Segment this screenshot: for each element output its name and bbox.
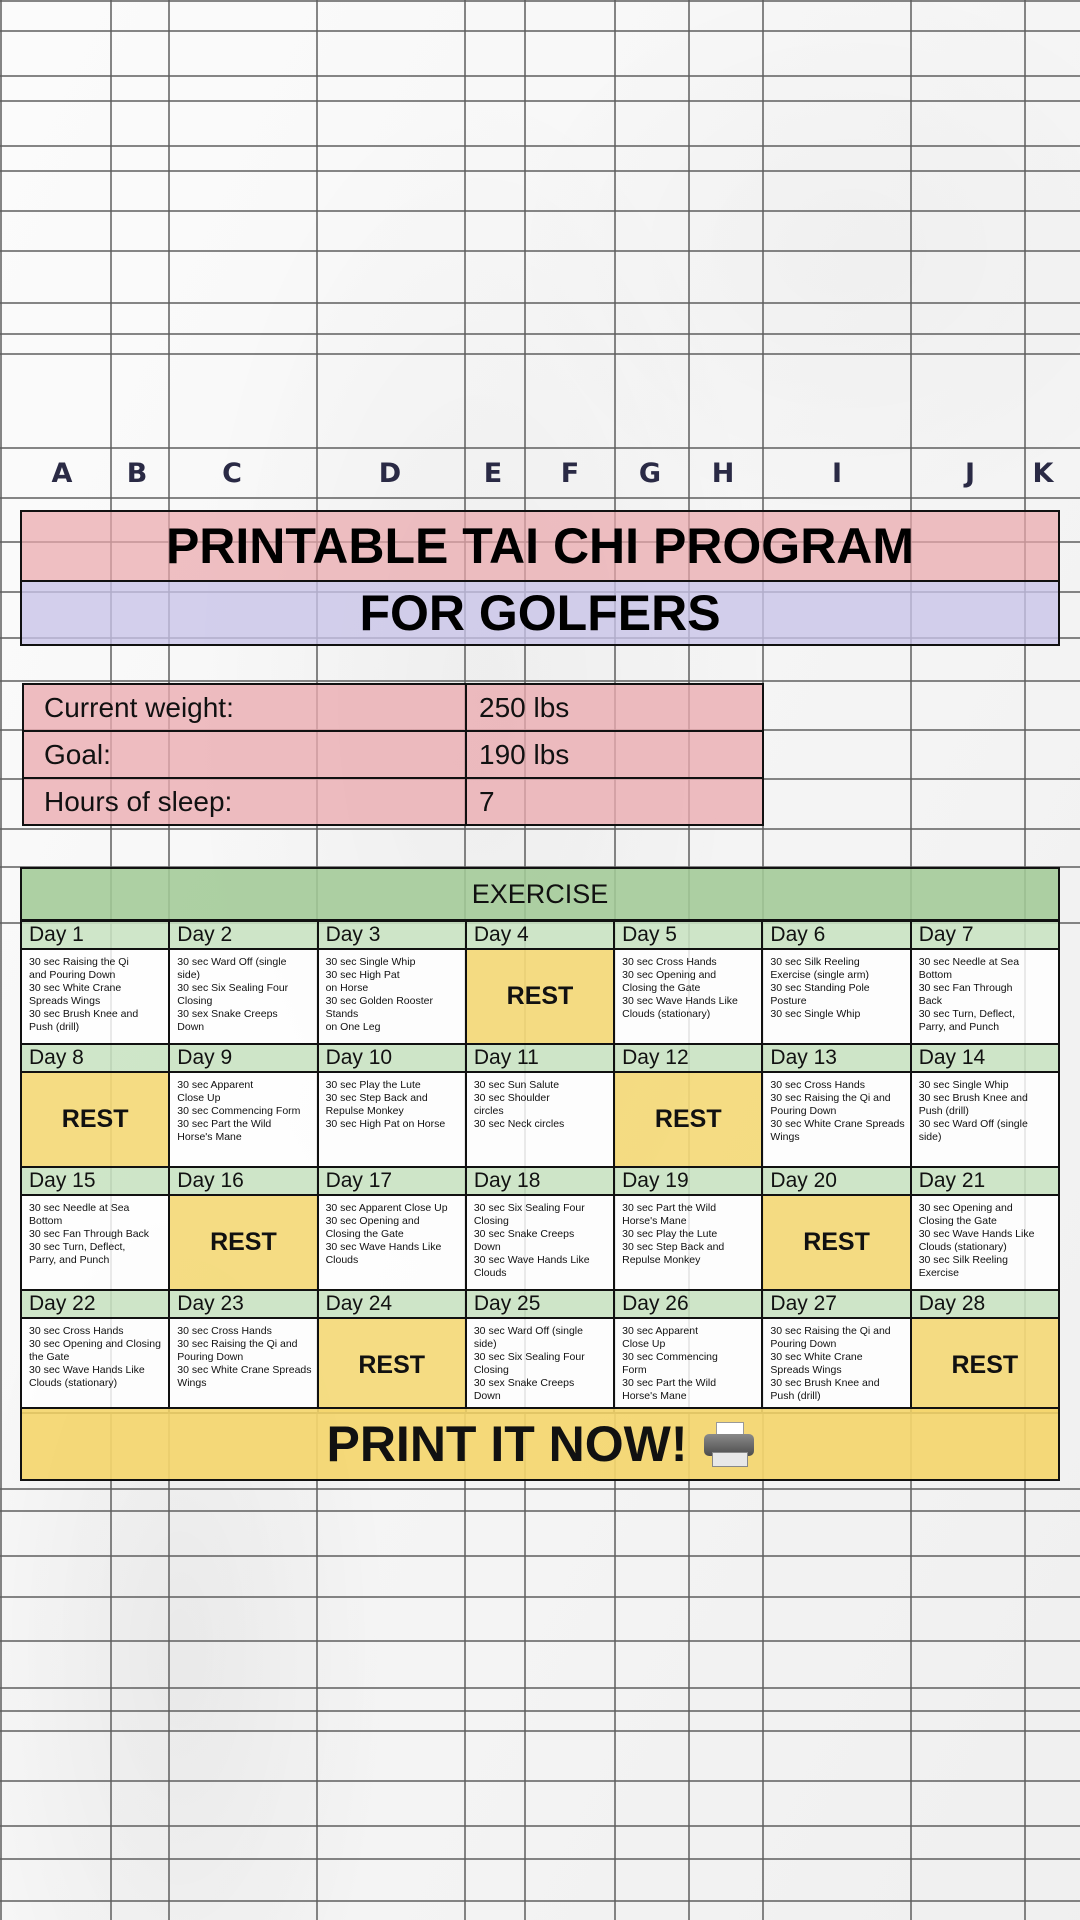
print-banner-label: PRINT IT NOW! [326, 1416, 688, 1472]
week-1-day-labels [21, 921, 1059, 949]
day-label-14: Day 14 [911, 1044, 1059, 1072]
column-header-c[interactable]: C [222, 457, 242, 489]
exercise-line: side) [918, 1131, 942, 1143]
exercise-line: Pouring Down [770, 1105, 837, 1117]
exercise-line: Down [473, 1390, 501, 1402]
rest-day-cell-24[interactable]: REST [318, 1318, 466, 1413]
exercise-line: Spreads Wings [770, 1364, 842, 1376]
exercise-line: 30 sec Six Sealing Four [473, 1351, 585, 1363]
exercise-line: 30 sec Ward Off (single [918, 1118, 1028, 1130]
exercise-line: Closing the Gate [918, 1215, 997, 1227]
column-header-g[interactable]: G [638, 457, 662, 489]
exercise-line: 30 sec High Pat [325, 969, 400, 981]
exercise-line: Horse's Mane [622, 1215, 687, 1227]
exercise-line: 30 sec Apparent Close Up [325, 1202, 448, 1214]
exercise-line: Clouds (stationary) [918, 1241, 1007, 1253]
day-label-28: Day 28 [911, 1290, 1059, 1318]
day-label-3: Day 3 [318, 921, 466, 949]
printer-icon [704, 1422, 754, 1466]
day-label-2: Day 2 [169, 921, 317, 949]
exercise-line: 30 sec Needle at Sea [29, 1202, 130, 1214]
exercise-line: 30 sec Commencing Form [177, 1105, 301, 1117]
exercise-line: Pouring Down [177, 1351, 244, 1363]
exercise-line: Push (drill) [918, 1105, 969, 1117]
exercise-header: EXERCISE [20, 867, 1060, 921]
exercise-line: 30 sec Apparent [622, 1325, 699, 1337]
exercise-line: 30 sec Snake Creeps [473, 1228, 575, 1240]
week-3-exercises [21, 1195, 1059, 1290]
exercise-line: Stands [325, 1008, 359, 1020]
exercise-line: Closing [473, 1364, 509, 1376]
column-header-d[interactable]: D [378, 457, 402, 489]
exercise-line: 30 sec Part the Wild [622, 1377, 717, 1389]
stats-value[interactable]: 190 lbs [466, 731, 763, 778]
exercise-line: Clouds (stationary) [29, 1377, 118, 1389]
exercise-line: 30 sec Ward Off (single [473, 1325, 583, 1337]
exercise-line: 30 sec Ward Off (single [177, 956, 287, 968]
week-3-day-labels [21, 1167, 1059, 1195]
exercise-line: 30 sec Fan Through Back [29, 1228, 150, 1240]
exercise-line: circles [473, 1105, 504, 1117]
exercise-cell-9[interactable] [169, 1072, 317, 1167]
exercise-line: Down [473, 1241, 501, 1253]
exercise-cell-15[interactable] [21, 1195, 169, 1290]
exercise-line: on Horse [325, 982, 369, 994]
week-1-exercises [21, 949, 1059, 1044]
exercise-line: 30 sec High Pat on Horse [325, 1118, 446, 1130]
exercise-line: 30 sec White Crane [770, 1351, 863, 1363]
exercise-line: 30 sec Silk Reeling [770, 956, 860, 968]
exercise-line: Pouring Down [770, 1338, 837, 1350]
exercise-line: Horse's Mane [622, 1390, 687, 1402]
exercise-line: 30 sec Shoulder [473, 1092, 550, 1104]
day-label-15: Day 15 [21, 1167, 169, 1195]
day-label-20: Day 20 [762, 1167, 910, 1195]
exercise-line: 30 sec White Crane Spreads [177, 1364, 312, 1376]
day-label-9: Day 9 [169, 1044, 317, 1072]
exercise-line: 30 sec Turn, Deflect, [29, 1241, 126, 1253]
exercise-cell-1[interactable] [21, 949, 169, 1044]
day-label-27: Day 27 [762, 1290, 910, 1318]
exercise-line: 30 sec Turn, Deflect, [918, 1008, 1015, 1020]
day-label-10: Day 10 [318, 1044, 466, 1072]
exercise-cell-5[interactable] [614, 949, 762, 1044]
stats-row-goal [23, 731, 763, 778]
stats-value[interactable]: 250 lbs [466, 684, 763, 731]
exercise-line: 30 sec Cross Hands [770, 1079, 865, 1091]
exercise-cell-22[interactable] [21, 1318, 169, 1413]
stats-label: Goal: [23, 731, 466, 778]
week-4-exercises [21, 1318, 1059, 1413]
page-title-line-2: FOR GOLFERS [20, 580, 1060, 646]
exercise-line: Closing the Gate [325, 1228, 404, 1240]
exercise-line: 30 sec Step Back and [325, 1092, 428, 1104]
exercise-cell-23[interactable] [169, 1318, 317, 1413]
exercise-line: 30 sec Raising the Qi and [177, 1338, 298, 1350]
day-label-24: Day 24 [318, 1290, 466, 1318]
rest-day-cell-8[interactable]: REST [21, 1072, 169, 1167]
exercise-cell-11[interactable] [466, 1072, 614, 1167]
exercise-line: Horse's Mane [177, 1131, 242, 1143]
exercise-line: on One Leg [325, 1021, 381, 1033]
exercise-cell-14[interactable] [911, 1072, 1059, 1167]
day-label-11: Day 11 [466, 1044, 614, 1072]
exercise-line: Clouds [473, 1267, 507, 1279]
exercise-line: the Gate [29, 1351, 70, 1363]
stats-table [22, 683, 764, 826]
exercise-line: side) [177, 969, 201, 981]
day-label-13: Day 13 [762, 1044, 910, 1072]
exercise-line: 30 sec Six Sealing Four [177, 982, 289, 994]
day-label-23: Day 23 [169, 1290, 317, 1318]
stats-label: Hours of sleep: [23, 778, 466, 825]
day-label-6: Day 6 [762, 921, 910, 949]
exercise-line: Bottom [918, 969, 952, 981]
exercise-line: 30 sex Snake Creeps [177, 1008, 278, 1020]
exercise-line: Posture [770, 995, 807, 1007]
day-label-26: Day 26 [614, 1290, 762, 1318]
exercise-line: 30 sec Cross Hands [29, 1325, 124, 1337]
stats-row-hours-of-sleep [23, 778, 763, 825]
exercise-cell-7[interactable] [911, 949, 1059, 1044]
exercise-line: Spreads Wings [29, 995, 101, 1007]
exercise-cell-26[interactable] [614, 1318, 762, 1413]
exercise-line: 30 sec Cross Hands [622, 956, 717, 968]
column-header-b[interactable]: B [126, 457, 148, 489]
stats-value[interactable]: 7 [466, 778, 763, 825]
exercise-line: Wings [770, 1131, 800, 1143]
exercise-line: 30 sec Apparent [177, 1079, 254, 1091]
exercise-line: 30 sec Needle at Sea [918, 956, 1020, 968]
exercise-line: 30 sec Single Whip [918, 1079, 1009, 1091]
exercise-line: 30 sec Commencing [622, 1351, 718, 1363]
column-header-h[interactable]: H [711, 457, 735, 489]
exercise-line: Bottom [29, 1215, 63, 1227]
exercise-line: Back [918, 995, 943, 1007]
exercise-cell-6[interactable] [762, 949, 910, 1044]
rest-day-cell-12[interactable]: REST [614, 1072, 762, 1167]
exercise-line: Parry, and Punch [918, 1021, 1000, 1033]
exercise-line: 30 sec Neck circles [473, 1118, 565, 1130]
exercise-line: 30 sec Wave Hands Like [325, 1241, 442, 1253]
column-header-e[interactable]: E [483, 457, 503, 489]
rest-day-cell-4[interactable]: REST [466, 949, 614, 1044]
day-label-7: Day 7 [911, 921, 1059, 949]
day-label-21: Day 21 [911, 1167, 1059, 1195]
exercise-line: Close Up [622, 1338, 666, 1350]
exercise-line: Push (drill) [770, 1390, 821, 1402]
exercise-line: 30 sec Play the Lute [325, 1079, 421, 1091]
exercise-line: 30 sec Wave Hands Like [918, 1228, 1035, 1240]
rest-day-cell-28[interactable]: REST [911, 1318, 1059, 1413]
stats-row-current-weight [23, 684, 763, 731]
exercise-line: Push (drill) [29, 1021, 80, 1033]
day-label-12: Day 12 [614, 1044, 762, 1072]
day-label-25: Day 25 [466, 1290, 614, 1318]
exercise-line: 30 sec Play the Lute [622, 1228, 718, 1240]
day-label-17: Day 17 [318, 1167, 466, 1195]
column-header-f[interactable]: F [560, 457, 580, 489]
exercise-cell-13[interactable] [762, 1072, 910, 1167]
exercise-line: 30 sec Raising the Qi and [770, 1092, 891, 1104]
exercise-line: 30 sec Opening and Closing [29, 1338, 161, 1350]
day-label-4: Day 4 [466, 921, 614, 949]
exercise-line: Repulse Monkey [622, 1254, 701, 1266]
column-header-a[interactable]: A [51, 457, 73, 489]
print-it-now-button[interactable] [20, 1407, 1060, 1481]
day-label-8: Day 8 [21, 1044, 169, 1072]
rest-day-cell-16[interactable]: REST [169, 1195, 317, 1290]
exercise-line: Closing [473, 1215, 509, 1227]
exercise-line: Clouds [325, 1254, 359, 1266]
stats-label: Current weight: [23, 684, 466, 731]
exercise-line: 30 sec Raising the Qi and [770, 1325, 891, 1337]
day-label-5: Day 5 [614, 921, 762, 949]
exercise-line: and Pouring Down [29, 969, 116, 981]
exercise-cell-3[interactable] [318, 949, 466, 1044]
exercise-line: 30 sec Single Whip [770, 1008, 861, 1020]
column-header-k[interactable]: K [1032, 457, 1054, 489]
exercise-line: Exercise [918, 1267, 959, 1279]
exercise-cell-2[interactable] [169, 949, 317, 1044]
exercise-line: Closing [177, 995, 213, 1007]
exercise-line: 30 sec Brush Knee and [770, 1377, 880, 1389]
page-title-line-1: PRINTABLE TAI CHI PROGRAM [20, 510, 1060, 582]
exercise-line: Clouds (stationary) [622, 1008, 711, 1020]
exercise-line: 30 sec Part the Wild [622, 1202, 717, 1214]
exercise-line: 30 sec Brush Knee and [918, 1092, 1028, 1104]
exercise-line: 30 sec Opening and [622, 969, 717, 981]
exercise-line: 30 sec Wave Hands Like [29, 1364, 145, 1376]
week-2-day-labels [21, 1044, 1059, 1072]
exercise-line: Down [177, 1021, 205, 1033]
week-2-exercises [21, 1072, 1059, 1167]
exercise-line: 30 sec Opening and [918, 1202, 1013, 1214]
exercise-line: 30 sec Golden Rooster [325, 995, 433, 1007]
exercise-line: 30 sec Standing Pole [770, 982, 870, 994]
exercise-line: 30 sec Brush Knee and [29, 1008, 139, 1020]
exercise-line: 30 sec Wave Hands Like [622, 995, 738, 1007]
exercise-line: Form [622, 1364, 647, 1376]
column-header-j[interactable]: J [964, 457, 976, 489]
exercise-line: side) [473, 1338, 497, 1350]
exercise-line: 30 sec Opening and [325, 1215, 420, 1227]
exercise-line: Close Up [177, 1092, 221, 1104]
exercise-calendar [20, 920, 1060, 1414]
exercise-line: 30 sec Part the Wild [177, 1118, 272, 1130]
exercise-line: 30 sec Wave Hands Like [473, 1254, 590, 1266]
exercise-line: 30 sex Snake Creeps [473, 1377, 575, 1389]
exercise-line: 30 sec Step Back and [622, 1241, 725, 1253]
exercise-line: 30 sec Six Sealing Four [473, 1202, 585, 1214]
exercise-line: 30 sec Fan Through [918, 982, 1013, 994]
column-header-i[interactable]: I [831, 457, 843, 489]
exercise-cell-25[interactable] [466, 1318, 614, 1413]
week-4-day-labels [21, 1290, 1059, 1318]
exercise-line: Parry, and Punch [29, 1254, 110, 1266]
exercise-cell-21[interactable] [911, 1195, 1059, 1290]
exercise-line: 30 sec Raising the Qi [29, 956, 129, 968]
day-label-22: Day 22 [21, 1290, 169, 1318]
day-label-18: Day 18 [466, 1167, 614, 1195]
exercise-cell-27[interactable] [762, 1318, 910, 1413]
exercise-cell-18[interactable] [466, 1195, 614, 1290]
day-label-16: Day 16 [169, 1167, 317, 1195]
exercise-line: Wings [177, 1377, 207, 1389]
exercise-cell-10[interactable] [318, 1072, 466, 1167]
exercise-line: 30 sec Single Whip [325, 956, 416, 968]
exercise-line: Exercise (single arm) [770, 969, 870, 981]
exercise-line: 30 sec Silk Reeling [918, 1254, 1008, 1266]
day-label-19: Day 19 [614, 1167, 762, 1195]
exercise-cell-17[interactable] [318, 1195, 466, 1290]
exercise-line: Closing the Gate [622, 982, 701, 994]
exercise-cell-19[interactable] [614, 1195, 762, 1290]
day-label-1: Day 1 [21, 921, 169, 949]
rest-day-cell-20[interactable]: REST [762, 1195, 910, 1290]
exercise-line: 30 sec White Crane Spreads [770, 1118, 905, 1130]
exercise-line: 30 sec White Crane [29, 982, 122, 994]
exercise-line: Repulse Monkey [325, 1105, 404, 1117]
exercise-line: 30 sec Cross Hands [177, 1325, 272, 1337]
exercise-line: 30 sec Sun Salute [473, 1079, 560, 1091]
